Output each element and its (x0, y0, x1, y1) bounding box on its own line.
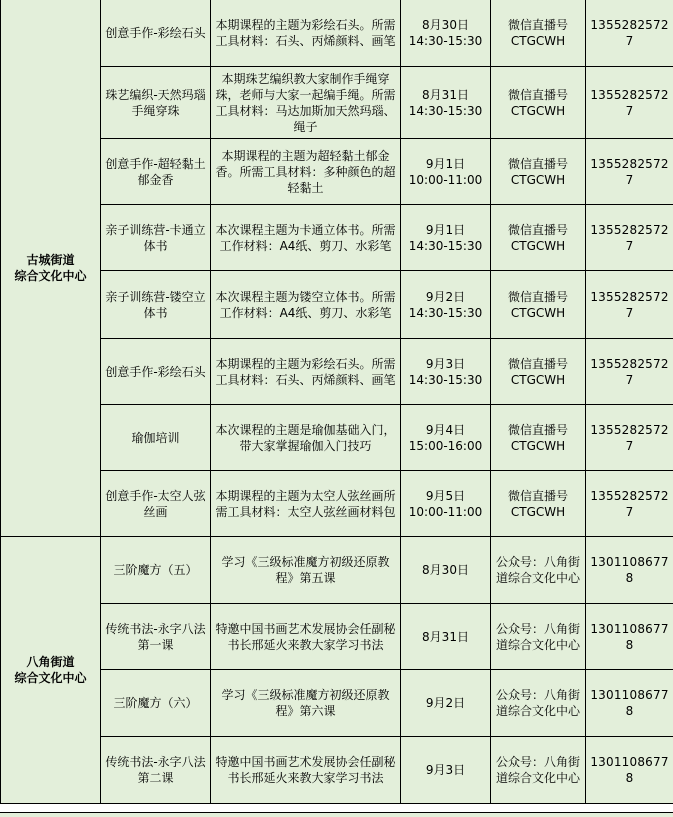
course-description: 本期课程的主题为太空人弦丝画所需工具材料：太空人弦丝画材料包 (215, 488, 396, 519)
platform-cell (491, 205, 586, 271)
course-description: 本次课程的主题是瑜伽基础入门，带大家掌握瑜伽入门技巧 (215, 422, 396, 453)
platform-line1: 公众号：八角街 (495, 755, 580, 769)
contact-phone: 13552825727 (590, 222, 669, 253)
course-description-cell (211, 0, 401, 67)
date-time-cell (401, 271, 491, 339)
course-date: 9月3日 (425, 356, 466, 371)
course-name-cell (101, 67, 211, 139)
phone-cell (586, 139, 673, 205)
platform-line1: 公众号：八角街 (495, 555, 580, 569)
table-row (1, 139, 673, 205)
course-name-cell (101, 405, 211, 471)
course-name: 瑜伽培训 (131, 430, 180, 445)
platform-line2: CTGCWH (510, 172, 566, 187)
phone-cell (586, 604, 673, 670)
course-date: 8月31日 (422, 87, 469, 102)
course-name: 创意手作-彩绘石头 (105, 25, 206, 40)
course-description: 特邀中国书画艺术发展协会任副秘书长邢延火来教大家学习书法 (215, 621, 396, 652)
course-description-cell (211, 139, 401, 205)
date-time-cell (401, 339, 491, 405)
table-row (1, 471, 673, 537)
center-name-line2: 综合文化中心 (14, 268, 87, 283)
center-name-line1: 八角街道 (26, 655, 75, 669)
platform-cell (491, 139, 586, 205)
course-time: 14:30-15:30 (408, 372, 483, 387)
course-description-cell (211, 67, 401, 139)
phone-cell (586, 339, 673, 405)
course-date: 8月31日 (422, 629, 469, 644)
course-description-cell (211, 737, 401, 804)
table-row (1, 737, 673, 804)
contact-phone: 13552825727 (590, 17, 669, 48)
course-date: 9月2日 (425, 696, 466, 710)
platform-line1: 微信直播号 (507, 488, 568, 503)
course-name-cell (101, 471, 211, 537)
table-row (1, 271, 673, 339)
course-description: 本期课程的主题为彩绘石头。所需工具材料：石头、丙烯颜料、画笔 (215, 356, 396, 387)
course-date: 9月4日 (425, 422, 466, 437)
table-row (1, 405, 673, 471)
course-time: 14:30-15:30 (408, 238, 483, 253)
course-name: 珠艺编织-天然玛瑙手绳穿珠 (105, 87, 206, 118)
center-name-line1: 古城街道 (26, 252, 75, 267)
date-time-cell (401, 0, 491, 67)
schedule-body (1, 0, 673, 804)
contact-phone: 13552825727 (590, 156, 669, 187)
contact-phone: 13552825727 (590, 422, 669, 453)
table-row (1, 205, 673, 271)
date-time-cell (401, 737, 491, 804)
contact-phone: 13011086778 (590, 688, 669, 718)
course-description: 学习《三级标准魔方初级还原教程》第六课 (221, 688, 390, 718)
course-time: 14:30-15:30 (408, 33, 483, 48)
table-row (1, 670, 673, 737)
course-date: 9月1日 (425, 156, 466, 171)
course-description-cell (211, 604, 401, 670)
contact-phone: 13011086778 (590, 755, 669, 785)
phone-cell (586, 471, 673, 537)
table-bottom-edge (0, 812, 673, 817)
course-name-cell (101, 271, 211, 339)
course-date: 9月1日 (425, 222, 466, 237)
course-description: 本期课程的主题为彩绘石头。所需工具材料：石头、丙烯颜料、画笔 (215, 17, 396, 48)
course-description: 本次课程主题为卡通立体书。所需工作材料：A4纸、剪刀、水彩笔 (215, 222, 396, 253)
platform-cell (491, 67, 586, 139)
platform-line2: CTGCWH (510, 438, 566, 453)
course-description-cell (211, 537, 401, 604)
platform-line2: CTGCWH (510, 504, 566, 519)
phone-cell (586, 405, 673, 471)
platform-line2: 道综合文化中心 (495, 637, 580, 652)
phone-cell (586, 737, 673, 804)
course-name-cell (101, 339, 211, 405)
table-row (1, 67, 673, 139)
contact-phone: 13552825727 (590, 488, 669, 519)
platform-line2: CTGCWH (510, 238, 566, 253)
course-date: 8月30日 (422, 563, 469, 577)
platform-line1: 公众号：八角街 (495, 621, 580, 636)
table-row (1, 339, 673, 405)
course-name-cell (101, 604, 211, 670)
date-time-cell (401, 604, 491, 670)
course-time: 14:30-15:30 (408, 103, 483, 118)
course-name: 亲子训练营-卡通立体书 (105, 222, 206, 253)
date-time-cell (401, 471, 491, 537)
platform-line2: CTGCWH (510, 103, 566, 118)
contact-phone: 13552825727 (590, 356, 669, 387)
course-description-cell (211, 471, 401, 537)
platform-cell (491, 271, 586, 339)
course-description: 学习《三级标准魔方初级还原教程》第五课 (221, 555, 390, 585)
course-description: 特邀中国书画艺术发展协会任副秘书长邢延火来教大家学习书法 (215, 755, 396, 785)
center-name-line2: 综合文化中心 (14, 671, 87, 685)
platform-cell (491, 339, 586, 405)
contact-phone: 13011086778 (590, 555, 669, 585)
platform-line1: 微信直播号 (507, 222, 568, 237)
platform-line2: 道综合文化中心 (495, 771, 580, 785)
course-name: 三阶魔方（六） (113, 696, 198, 710)
course-name-cell (101, 537, 211, 604)
course-name: 创意手作-超轻黏土郁金香 (105, 156, 206, 187)
phone-cell (586, 537, 673, 604)
platform-cell (491, 537, 586, 604)
table-row (1, 0, 673, 67)
course-time: 10:00-11:00 (408, 504, 483, 519)
course-name-cell (101, 205, 211, 271)
course-date: 9月3日 (425, 763, 466, 777)
contact-phone: 13552825727 (590, 87, 669, 118)
phone-cell (586, 67, 673, 139)
course-description-cell (211, 670, 401, 737)
center-name-cell (1, 537, 101, 804)
course-description-cell (211, 205, 401, 271)
platform-line2: CTGCWH (510, 372, 566, 387)
course-description: 本期课程的主题为超轻黏土郁金香。所需工具材料：多种颜色的超轻黏土 (215, 148, 396, 195)
platform-cell (491, 737, 586, 804)
contact-phone: 13552825727 (590, 289, 669, 320)
platform-line2: CTGCWH (510, 33, 566, 48)
course-date: 9月2日 (425, 289, 466, 304)
platform-line1: 微信直播号 (507, 17, 568, 32)
platform-line1: 公众号：八角街 (495, 688, 580, 702)
platform-line1: 微信直播号 (507, 356, 568, 371)
phone-cell (586, 0, 673, 67)
platform-cell (491, 670, 586, 737)
date-time-cell (401, 139, 491, 205)
date-time-cell (401, 537, 491, 604)
course-name: 传统书法-永字八法第二课 (105, 755, 206, 785)
course-name-cell (101, 0, 211, 67)
phone-cell (586, 271, 673, 339)
course-name-cell (101, 670, 211, 737)
course-time: 14:30-15:30 (408, 305, 483, 320)
platform-line1: 微信直播号 (507, 422, 568, 437)
course-date: 8月30日 (422, 17, 469, 32)
phone-cell (586, 205, 673, 271)
course-time: 10:00-11:00 (408, 172, 483, 187)
course-name: 创意手作-彩绘石头 (105, 364, 206, 379)
platform-line1: 微信直播号 (507, 289, 568, 304)
platform-cell (491, 0, 586, 67)
course-name: 亲子训练营-镂空立体书 (105, 289, 206, 320)
platform-cell (491, 604, 586, 670)
date-time-cell (401, 67, 491, 139)
course-description: 本次课程主题为镂空立体书。所需工作材料：A4纸、剪刀、水彩笔 (215, 289, 396, 320)
course-name: 传统书法-永字八法第一课 (105, 621, 206, 652)
course-description-cell (211, 339, 401, 405)
course-description: 本期珠艺编织教大家制作手绳穿珠，老师与大家一起编手绳。所需工具材料：马达加斯加天然玛瑙、绳子 (215, 71, 396, 134)
platform-line2: CTGCWH (510, 305, 566, 320)
platform-line1: 微信直播号 (507, 87, 568, 102)
date-time-cell (401, 205, 491, 271)
course-name: 三阶魔方（五） (113, 563, 198, 577)
platform-line1: 微信直播号 (507, 156, 568, 171)
course-date: 9月5日 (425, 488, 466, 503)
contact-phone: 13011086778 (590, 621, 669, 652)
center-name-cell (1, 0, 101, 537)
course-name-cell (101, 737, 211, 804)
table-row (1, 537, 673, 604)
platform-cell (491, 405, 586, 471)
course-time: 15:00-16:00 (408, 438, 483, 453)
table-row (1, 604, 673, 670)
platform-line2: 道综合文化中心 (495, 704, 580, 718)
platform-cell (491, 471, 586, 537)
date-time-cell (401, 670, 491, 737)
course-name: 创意手作-太空人弦丝画 (105, 488, 206, 519)
course-name-cell (101, 139, 211, 205)
phone-cell (586, 670, 673, 737)
course-description-cell (211, 271, 401, 339)
course-description-cell (211, 405, 401, 471)
date-time-cell (401, 405, 491, 471)
platform-line2: 道综合文化中心 (495, 571, 580, 585)
